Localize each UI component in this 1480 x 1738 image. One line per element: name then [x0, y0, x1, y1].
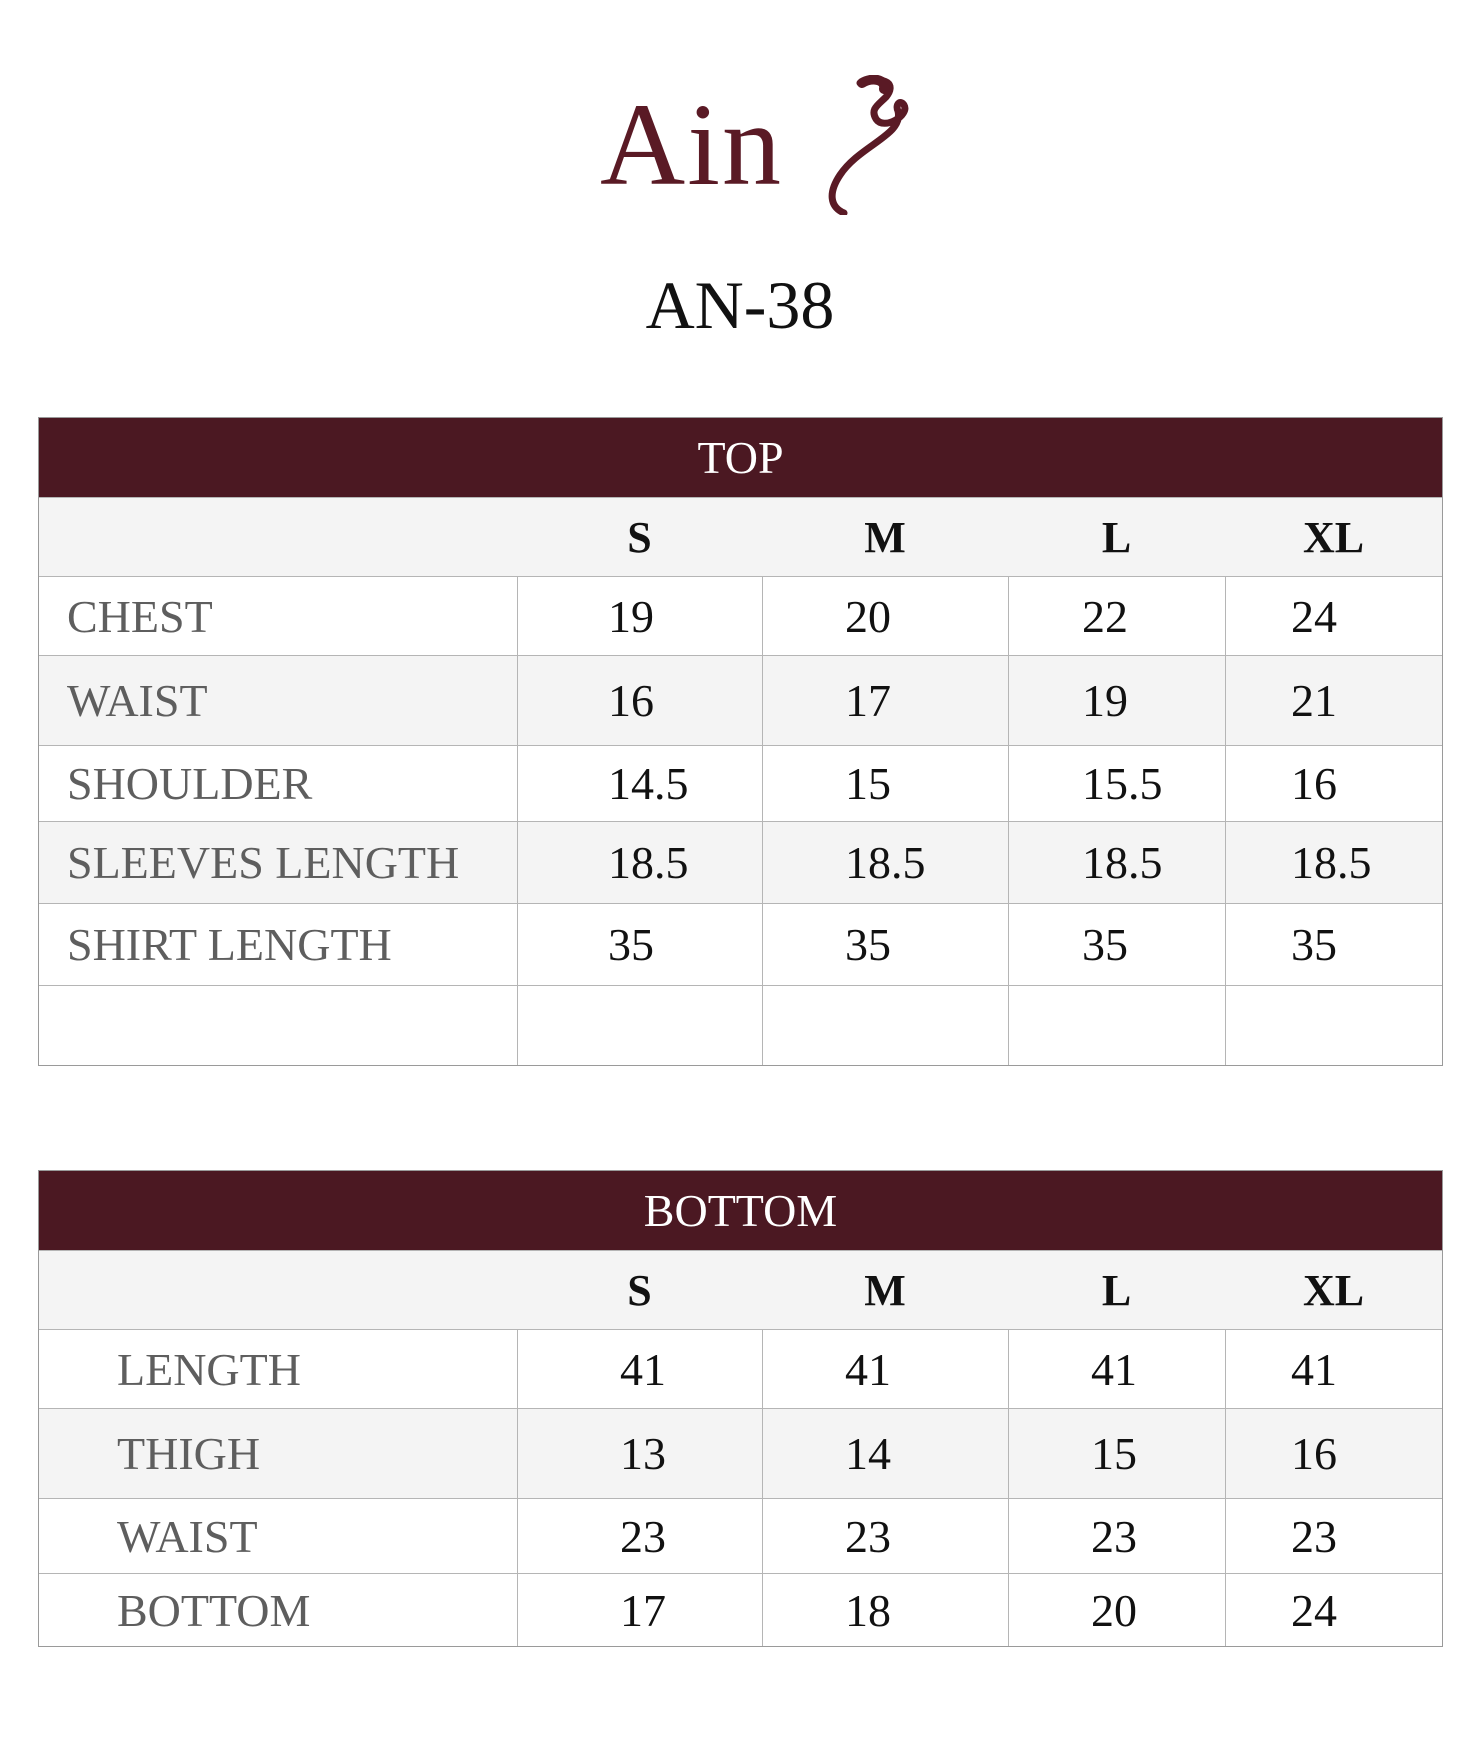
value-cell: 22 — [1008, 577, 1225, 655]
header-blank — [39, 498, 517, 576]
row-label: SHOULDER — [67, 758, 313, 809]
row-label — [39, 986, 517, 1065]
value-cell: 19 — [517, 577, 762, 655]
value-cell: 20 — [1008, 1574, 1225, 1646]
value-cell: 18.5 — [762, 822, 1008, 903]
header-size-l: L — [1101, 1265, 1132, 1315]
value-cell: 35 — [1008, 904, 1225, 985]
table-row — [39, 1573, 1442, 1646]
row-label: BOTTOM — [117, 1584, 311, 1636]
table-row — [39, 821, 1442, 903]
value-cell: 23 — [1008, 1499, 1225, 1573]
row-label: SLEEVES LENGTH — [67, 837, 460, 888]
value-cell: 21 — [1225, 656, 1442, 745]
arabic-ain-mark-icon — [800, 75, 920, 215]
value-cell: 13 — [517, 1409, 762, 1498]
value-cell: 35 — [762, 904, 1008, 985]
value-cell: 41 — [1225, 1330, 1442, 1408]
header-size-xl: XL — [1302, 512, 1365, 562]
value-cell: 23 — [517, 1499, 762, 1573]
value-cell: 18.5 — [1008, 822, 1225, 903]
table-row — [39, 903, 1442, 985]
value-cell: 15.5 — [1008, 746, 1225, 821]
table-row-empty — [39, 985, 1442, 1065]
value-cell: 15 — [1008, 1409, 1225, 1498]
row-label: WAIST — [117, 1510, 258, 1562]
value-cell: 23 — [762, 1499, 1008, 1573]
row-label: CHEST — [67, 590, 213, 642]
bottom-table-title: BOTTOM — [39, 1171, 1442, 1250]
value-cell: 14 — [762, 1409, 1008, 1498]
value-cell: 35 — [517, 904, 762, 985]
header-size-s: S — [627, 512, 652, 562]
brand-logo — [600, 70, 920, 220]
value-cell: 41 — [762, 1330, 1008, 1408]
row-label: LENGTH — [117, 1343, 301, 1395]
header-size-l: L — [1101, 512, 1132, 562]
value-cell: 35 — [1225, 904, 1442, 985]
value-cell — [762, 986, 1008, 1065]
row-label: THIGH — [117, 1428, 261, 1479]
brand-name: Ain — [600, 79, 783, 210]
row-label: WAIST — [67, 675, 208, 726]
value-cell — [1225, 986, 1442, 1065]
value-cell: 19 — [1008, 656, 1225, 745]
table-row — [39, 1408, 1442, 1498]
table-row — [39, 576, 1442, 655]
table-row — [39, 1498, 1442, 1573]
table-row — [39, 745, 1442, 821]
value-cell: 16 — [1225, 1409, 1442, 1498]
row-label: SHIRT LENGTH — [67, 919, 392, 970]
value-cell: 18.5 — [1225, 822, 1442, 903]
value-cell: 17 — [517, 1574, 762, 1646]
bottom-header-row — [39, 1250, 1442, 1329]
value-cell: 16 — [517, 656, 762, 745]
value-cell: 16 — [1225, 746, 1442, 821]
product-code: AN-38 — [645, 267, 835, 343]
header-size-m: M — [864, 512, 906, 562]
value-cell: 15 — [762, 746, 1008, 821]
table-row — [39, 1329, 1442, 1408]
value-cell: 18.5 — [517, 822, 762, 903]
value-cell — [517, 986, 762, 1065]
value-cell: 41 — [1008, 1330, 1225, 1408]
table-row — [39, 655, 1442, 745]
header-size-s: S — [627, 1265, 652, 1315]
bottom-size-table — [38, 1170, 1443, 1647]
value-cell — [1008, 986, 1225, 1065]
header-size-m: M — [864, 1265, 906, 1315]
header-blank — [39, 1251, 517, 1329]
value-cell: 18 — [762, 1574, 1008, 1646]
value-cell: 20 — [762, 577, 1008, 655]
header-size-xl: XL — [1302, 1265, 1365, 1315]
top-size-table — [38, 417, 1443, 1066]
top-header-row — [39, 497, 1442, 576]
value-cell: 23 — [1225, 1499, 1442, 1573]
value-cell: 24 — [1225, 1574, 1442, 1646]
value-cell: 17 — [762, 656, 1008, 745]
value-cell: 14.5 — [517, 746, 762, 821]
value-cell: 24 — [1225, 577, 1442, 655]
top-table-title: TOP — [39, 418, 1442, 497]
value-cell: 41 — [517, 1330, 762, 1408]
